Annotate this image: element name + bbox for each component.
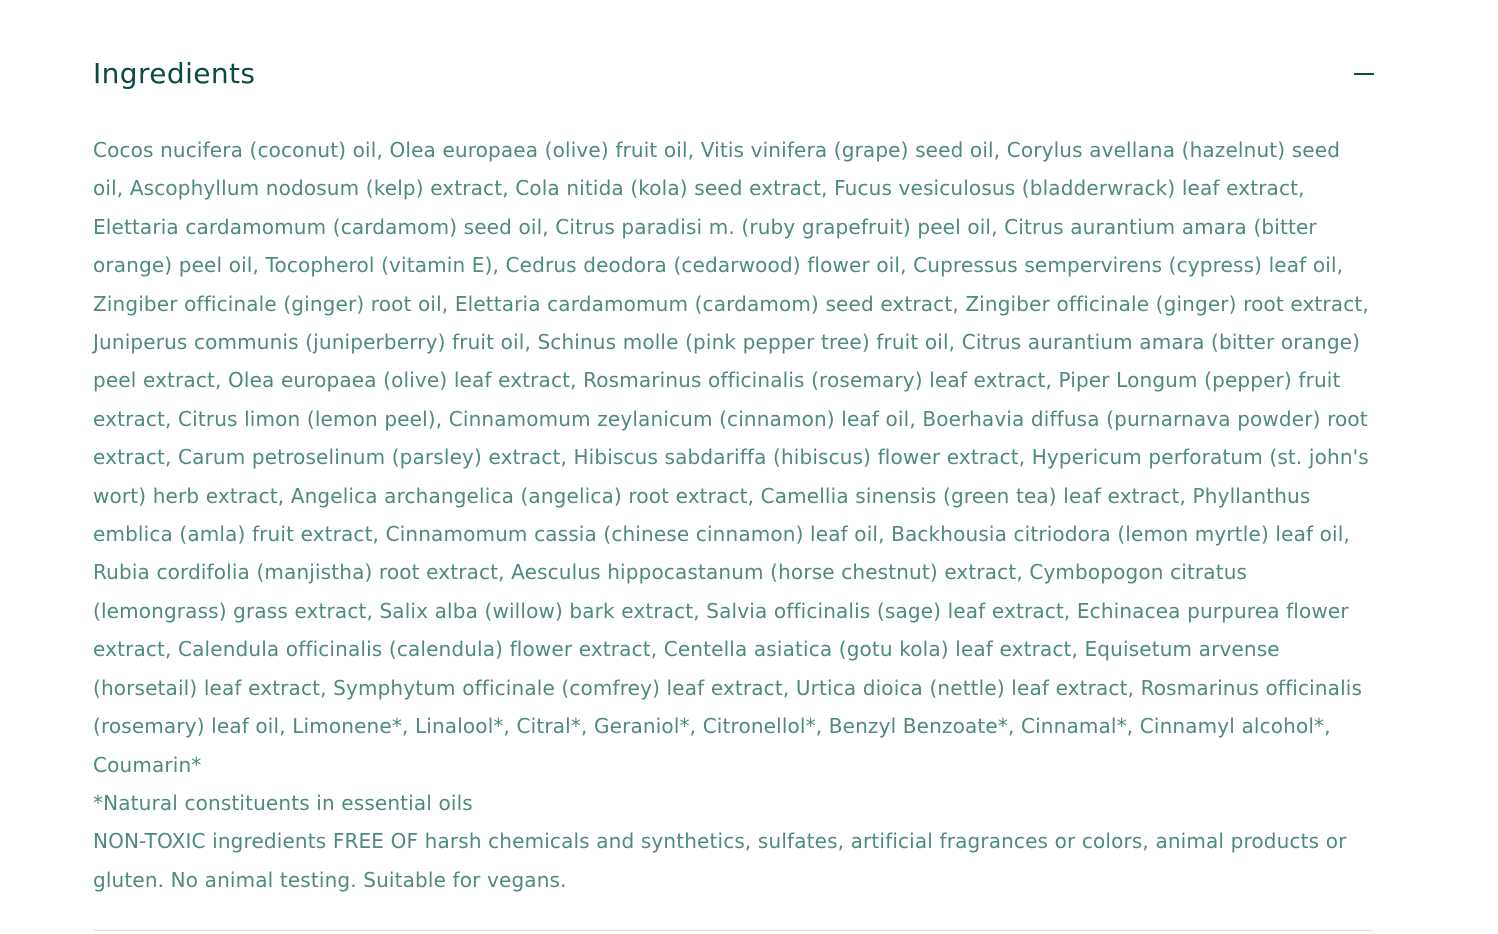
- non-toxic-statement: NON-TOXIC ingredients FREE OF harsh chemicals and synthetics, sulfates, artificial fragrances or colors, animal products or gluten. No animal testing. Suitable for vegans.: [93, 829, 1347, 892]
- accordion-title: Ingredients: [93, 57, 256, 90]
- ingredients-list: Cocos nucifera (coconut) oil, Olea europaea (olive) fruit oil, Vitis vinifera (grape) seed oil, Corylus avellana (hazelnut) seed oil, Ascophyllum nodosum (kelp) extract, Cola nitida (kola) seed extract, Fucus vesiculosus (bladderwrack) leaf extract, Elettaria cardamomum (cardamom) seed oil, Citrus paradisi m. (ruby grapefruit) peel oil, Citrus aurantium amara (bitter orange) peel oil, Tocopherol (vitamin E), Cedrus deodora (cedarwood) flower oil, Cupressus sempervirens (cypress) leaf oil, Zingiber officinale (ginger) root oil, Elettaria cardamomum (cardamom) seed extract, Zingiber officinale (ginger) root extract, Juniperus communis (juniperberry) fruit oil, Schinus molle (pink pepper tree) fruit oil, Citrus aurantium amara (bitter orange) peel extract, Olea europaea (olive) leaf extract, Rosmarinus officinalis (rosemary) leaf extract, Piper Longum (pepper) fruit extract, Citrus limon (lemon peel), Cinnamomum zeylanicum (cinnamon) leaf oil, Boerhavia diffusa (purnarnava powder) root extract, Carum petroselinum (parsley) extract, Hibiscus sabdariffa (hibiscus) flower extract, Hypericum perforatum (st. john's wort) herb extract, Angelica archangelica (angelica) root extract, Camellia sinensis (green tea) leaf extract, Phyllanthus emblica (amla) fruit extract, Cinnamomum cassia (chinese cinnamon) leaf oil, Backhousia citriodora (lemon myrtle) leaf oil, Rubia cordifolia (manjistha) root extract, Aesculus hippocastanum (horse chestnut) extract, Cymbopogon citratus (lemongrass) grass extract, Salix alba (willow) bark extract, Salvia officinalis (sage) leaf extract, Echinacea purpurea flower extract, Calendula officinalis (calendula) flower extract, Centella asiatica (gotu kola) leaf extract, Equisetum arvense (horsetail) leaf extract, Symphytum officinale (comfrey) leaf extract, Urtica dioica (nettle) leaf extract, Rosmarinus officinalis (rosemary) leaf oil, Limonene*, Linalool*, Citral*, Geraniol*, Citronellol*, Benzyl Benzoate*, Cinnamal*, Cinnamyl alcohol*, Coumarin*: [93, 138, 1369, 777]
- minus-icon[interactable]: [1354, 64, 1374, 84]
- accordion-body: [93, 131, 1374, 899]
- ingredients-accordion: [93, 0, 1374, 934]
- footnote-text: *Natural constituents in essential oils: [93, 790, 473, 815]
- divider: [93, 930, 1374, 931]
- accordion-header[interactable]: [93, 50, 1374, 98]
